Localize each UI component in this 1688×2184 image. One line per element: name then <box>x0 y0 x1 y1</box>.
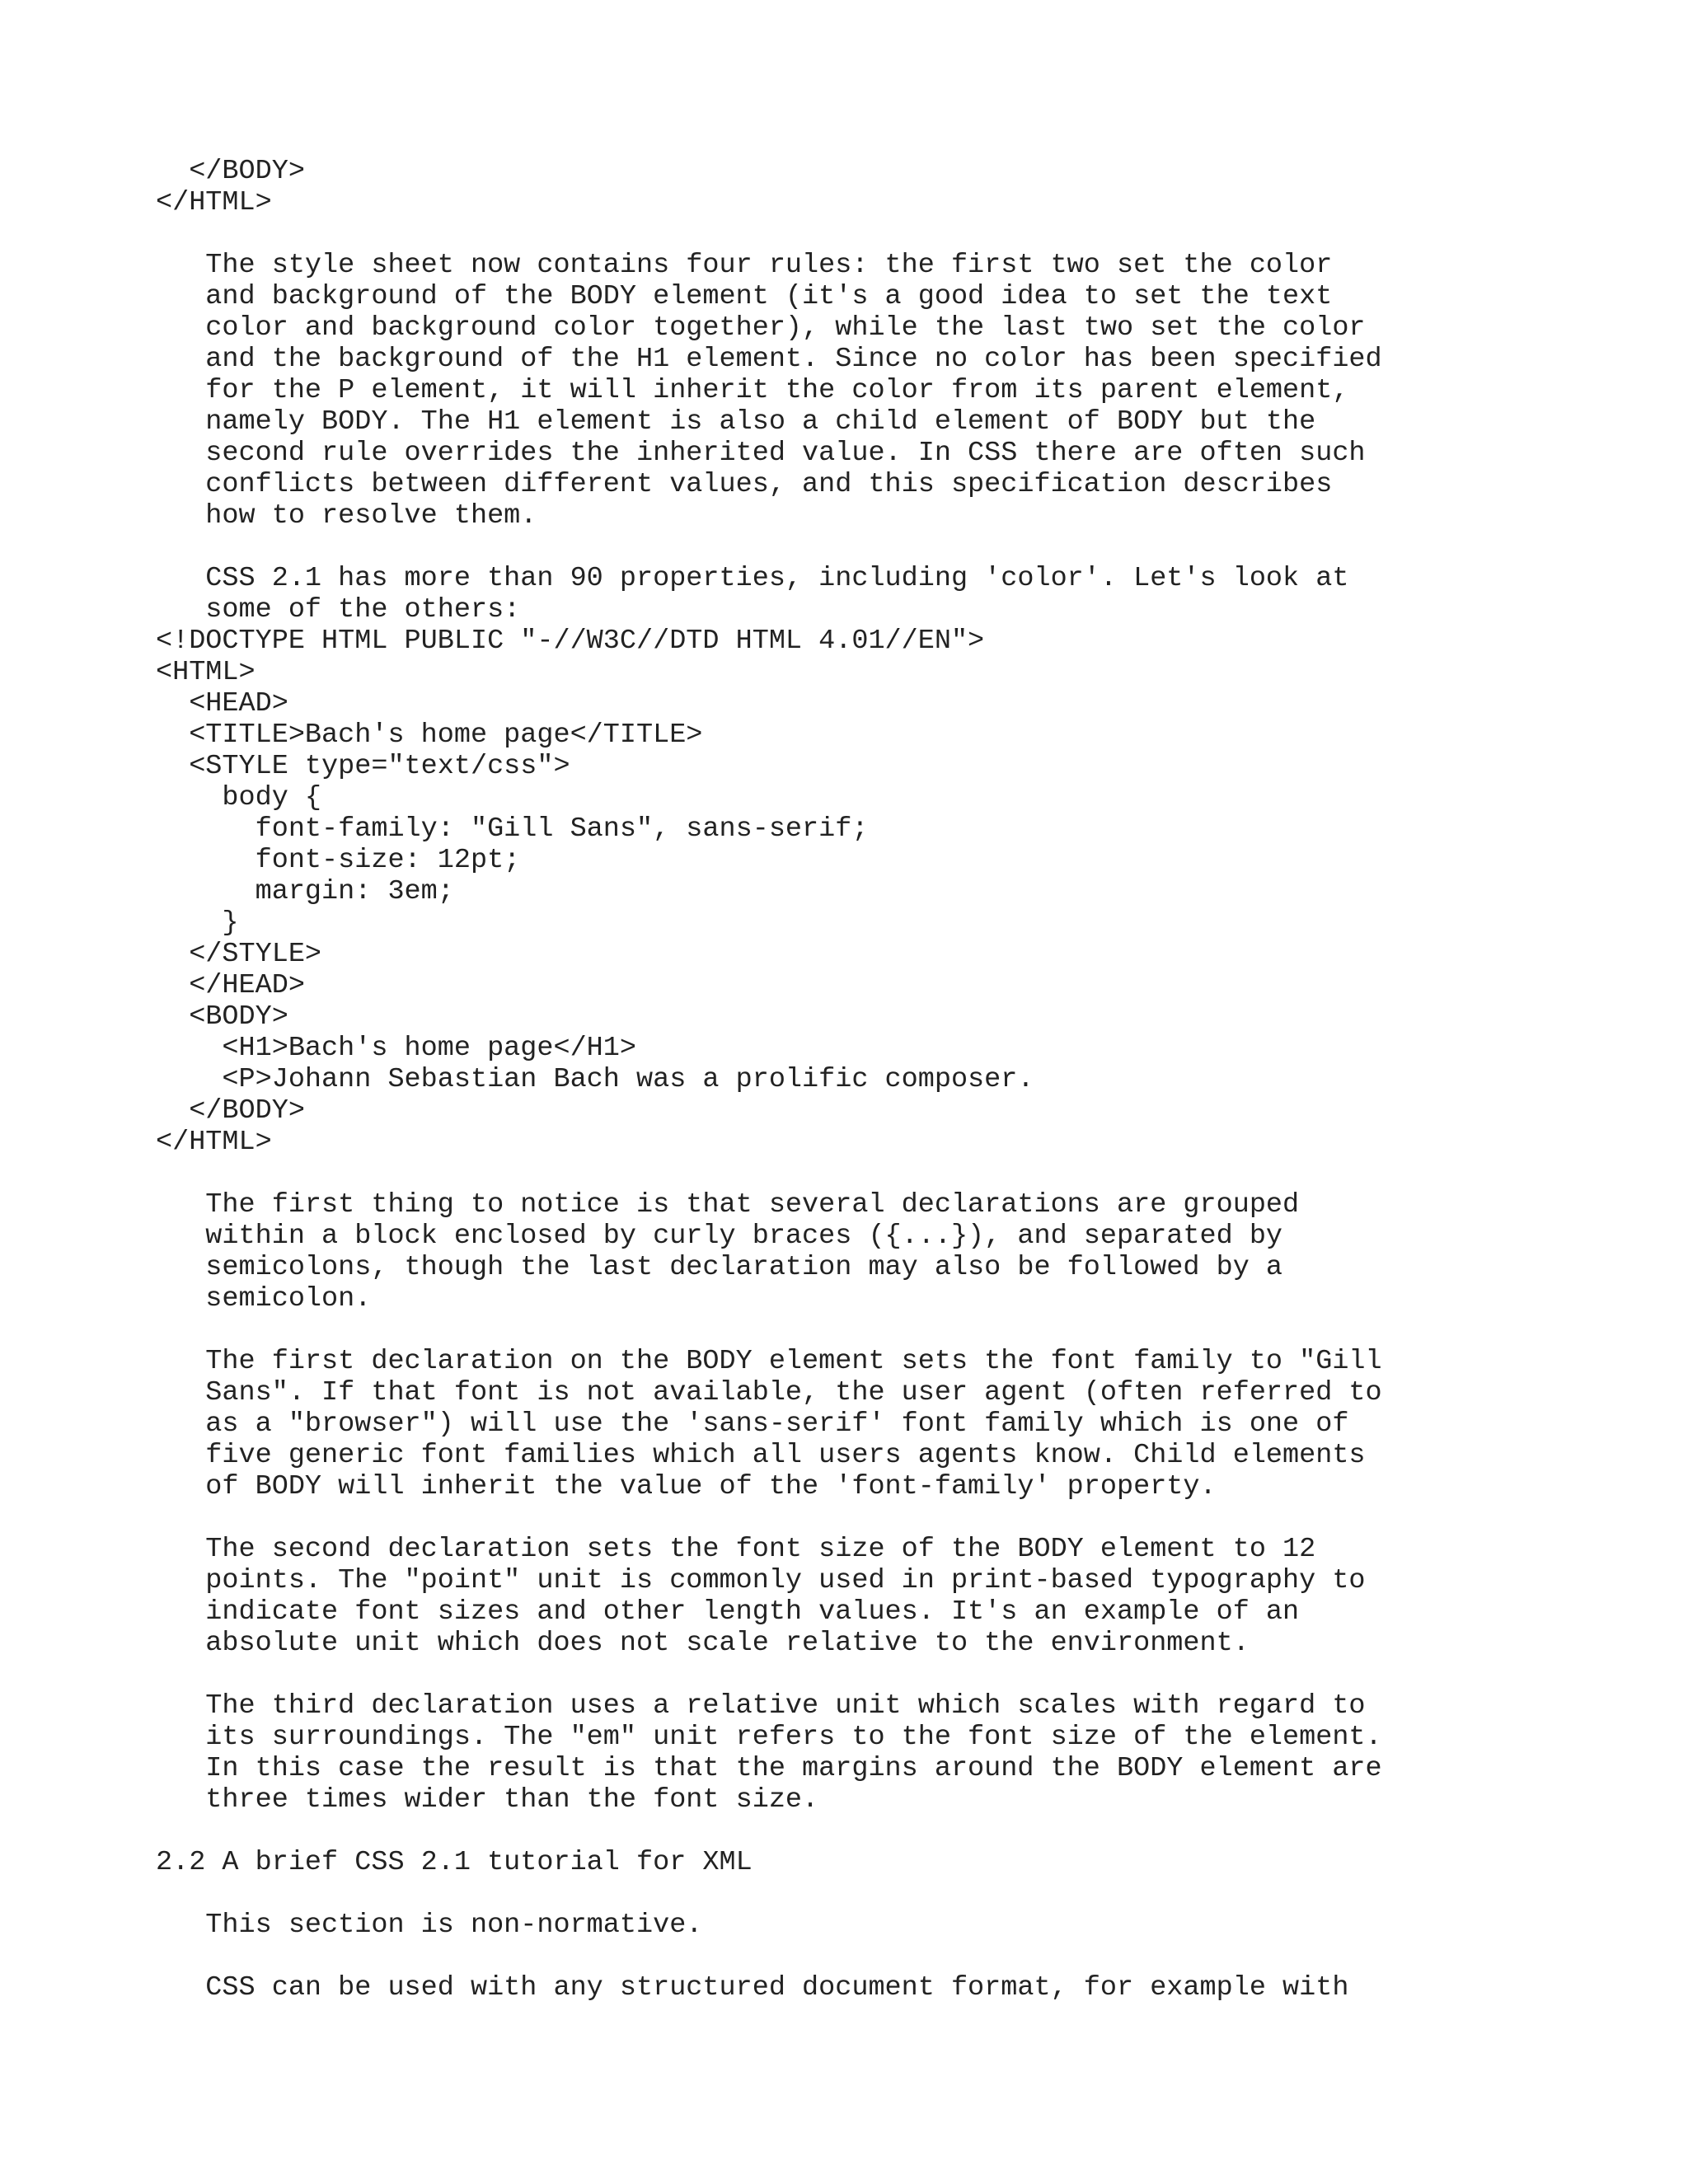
text-line: namely BODY. The H1 element is also a child element of BODY but the <box>156 406 1316 438</box>
text-line: <STYLE type="text/css"> <box>156 751 570 782</box>
text-line: second rule overrides the inherited value. In CSS there are often such <box>156 438 1366 469</box>
text-line: within a block enclosed by curly braces ({...}), and separated by <box>156 1221 1283 1252</box>
text-line: The second declaration sets the font size of the BODY element to 12 <box>156 1534 1316 1565</box>
text-line: for the P element, it will inherit the color from its parent element, <box>156 375 1349 406</box>
text-line: semicolon. <box>156 1283 372 1315</box>
text-line: <HTML> <box>156 657 256 688</box>
text-line: its surroundings. The "em" unit refers to the font size of the element. <box>156 1722 1382 1753</box>
text-line: The style sheet now contains four rules: the first two set the color <box>156 250 1333 281</box>
text-line: </BODY> <box>156 1095 305 1127</box>
text-line: as a "browser") will use the 'sans-serif' font family which is one of <box>156 1408 1349 1440</box>
blank-line <box>156 1502 1639 1534</box>
text-line: } <box>156 907 239 939</box>
text-line: font-size: 12pt; <box>156 845 521 876</box>
blank-line <box>156 1816 1639 1847</box>
text-line: of BODY will inherit the value of the 'font-family' property. <box>156 1471 1217 1502</box>
blank-line <box>156 1941 1639 1972</box>
text-line: absolute unit which does not scale relative to the environment. <box>156 1628 1250 1659</box>
text-line: </BODY> <box>156 156 305 187</box>
text-line: 2.2 A brief CSS 2.1 tutorial for XML <box>156 1847 753 1878</box>
text-line: In this case the result is that the margins around the BODY element are <box>156 1753 1382 1784</box>
text-line: indicate font sizes and other length values. It's an example of an <box>156 1596 1300 1628</box>
text-line: how to resolve them. <box>156 500 537 532</box>
document-text <box>156 156 1639 2004</box>
text-line: </HTML> <box>156 1127 272 1158</box>
blank-line <box>156 1659 1639 1690</box>
blank-line <box>156 532 1639 563</box>
text-line: <P>Johann Sebastian Bach was a prolific composer. <box>156 1064 1034 1095</box>
blank-line <box>156 1315 1639 1346</box>
text-line: CSS can be used with any structured document format, for example with <box>156 1972 1349 2004</box>
text-line: <BODY> <box>156 1001 288 1033</box>
text-line: </STYLE> <box>156 939 322 970</box>
text-line: <!DOCTYPE HTML PUBLIC "-//W3C//DTD HTML 4.01//EN"> <box>156 626 985 657</box>
text-line: CSS 2.1 has more than 90 properties, including 'color'. Let's look at <box>156 563 1349 594</box>
text-line: margin: 3em; <box>156 876 454 907</box>
text-line: color and background color together), while the last two set the color <box>156 312 1366 344</box>
text-line: semicolons, though the last declaration may also be followed by a <box>156 1252 1283 1283</box>
text-line: conflicts between different values, and this specification describes <box>156 469 1333 500</box>
text-line: three times wider than the font size. <box>156 1784 819 1816</box>
text-line: font-family: "Gill Sans", sans-serif; <box>156 813 869 845</box>
text-line: The first thing to notice is that several declarations are grouped <box>156 1189 1300 1221</box>
text-line: The first declaration on the BODY element sets the font family to "Gill <box>156 1346 1382 1377</box>
text-line: body { <box>156 782 322 813</box>
blank-line <box>156 1878 1639 1910</box>
text-line: <TITLE>Bach's home page</TITLE> <box>156 719 703 751</box>
text-line: points. The "point" unit is commonly used in print-based typography to <box>156 1565 1366 1596</box>
text-line: The third declaration uses a relative unit which scales with regard to <box>156 1690 1366 1722</box>
text-line: This section is non-normative. <box>156 1910 703 1941</box>
text-line: <H1>Bach's home page</H1> <box>156 1033 636 1064</box>
text-line: some of the others: <box>156 594 521 626</box>
text-line: <HEAD> <box>156 688 288 719</box>
text-line: Sans". If that font is not available, the user agent (often referred to <box>156 1377 1382 1408</box>
blank-line <box>156 1158 1639 1189</box>
text-line: and background of the BODY element (it's a good idea to set the text <box>156 281 1333 312</box>
text-line: </HEAD> <box>156 970 305 1001</box>
text-line: and the background of the H1 element. Since no color has been specified <box>156 344 1382 375</box>
text-line: </HTML> <box>156 187 272 218</box>
blank-line <box>156 218 1639 250</box>
text-line: five generic font families which all users agents know. Child elements <box>156 1440 1366 1471</box>
